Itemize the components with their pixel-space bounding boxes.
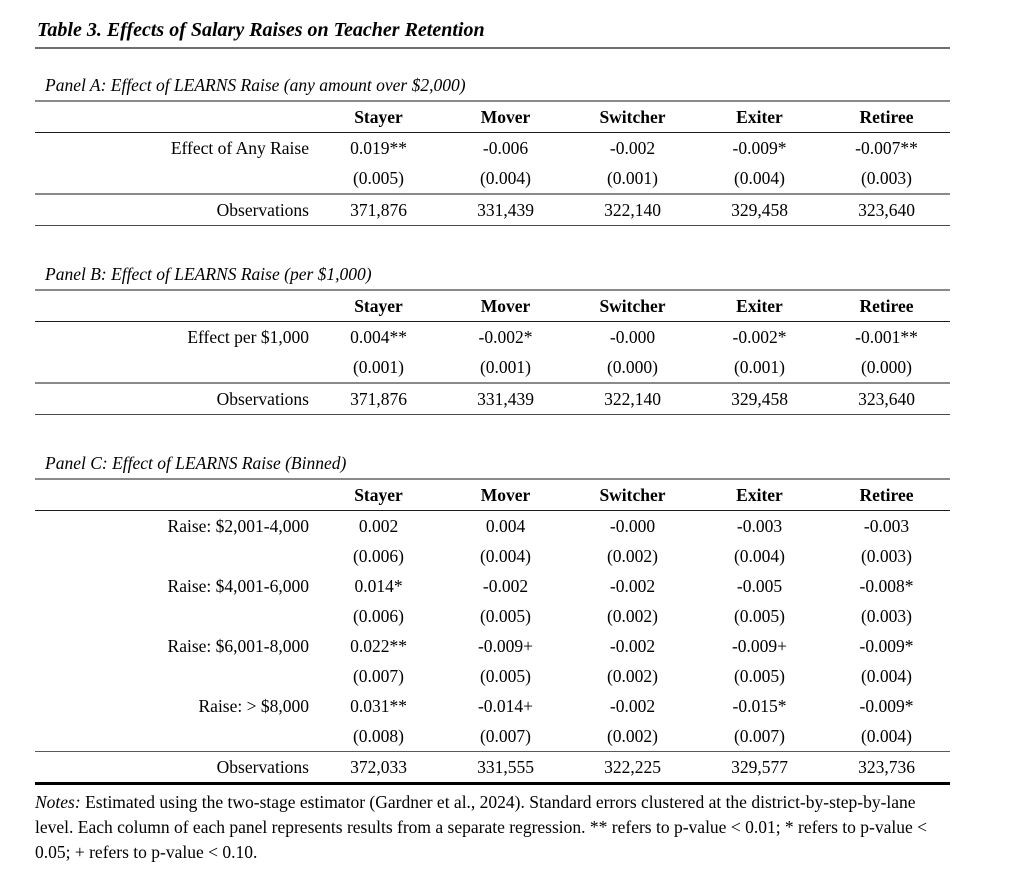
estimate-cell: -0.014+: [477, 695, 534, 716]
estimate-row: [35, 322, 950, 353]
row-label: Effect per $1,000: [187, 326, 309, 347]
se-cell: (0.004): [479, 167, 532, 188]
row-label: [35, 661, 315, 691]
row-label-header: [35, 102, 315, 133]
observations-row: [35, 194, 950, 226]
panel-b-heading: Panel B: Effect of LEARNS Raise (per $1,000): [35, 264, 950, 291]
observations-value: 322,225: [569, 752, 696, 784]
se-cell: (0.004): [860, 665, 913, 686]
estimate-row: [35, 571, 950, 601]
estimate-row: [35, 511, 950, 542]
standard-error-row: [35, 163, 950, 194]
estimate-cell: -0.002: [609, 575, 656, 596]
standard-error-row: [35, 352, 950, 383]
column-header-exiter: Exiter: [696, 102, 823, 133]
standard-error-row: [35, 601, 950, 631]
estimate-cell: -0.002*: [478, 326, 533, 347]
estimate-cell: -0.009*: [732, 137, 787, 158]
observations-label: Observations: [35, 752, 315, 784]
row-label: [35, 163, 315, 194]
se-cell: (0.001): [352, 356, 405, 377]
row-label: Raise: $2,001-4,000: [167, 515, 309, 536]
observations-row: [35, 383, 950, 415]
panel-b-header-row: [35, 291, 950, 322]
panel-b-table: [35, 291, 950, 415]
se-cell: (0.002): [606, 665, 659, 686]
panel-c: [35, 453, 950, 785]
column-header-switcher: Switcher: [569, 102, 696, 133]
panel-c-header-row: [35, 480, 950, 511]
se-cell: (0.002): [606, 605, 659, 626]
observations-label: Observations: [35, 194, 315, 226]
se-cell: (0.003): [860, 545, 913, 566]
se-cell: (0.003): [860, 167, 913, 188]
estimate-cell: -0.000: [609, 326, 656, 347]
se-cell: (0.002): [606, 545, 659, 566]
estimate-row: [35, 133, 950, 164]
estimate-cell: 0.022**: [350, 635, 407, 656]
se-cell: (0.003): [860, 605, 913, 626]
observations-value: 322,140: [569, 383, 696, 415]
se-cell: (0.002): [606, 725, 659, 746]
panel-b: [35, 264, 950, 415]
standard-error-row: [35, 721, 950, 752]
estimate-cell: -0.009*: [859, 695, 914, 716]
estimate-cell: -0.015*: [732, 695, 787, 716]
se-cell: (0.001): [606, 167, 659, 188]
se-cell: (0.008): [352, 725, 405, 746]
estimate-cell: -0.009+: [477, 635, 534, 656]
table-notes: [35, 790, 950, 865]
estimate-cell: -0.006: [482, 137, 529, 158]
se-cell: (0.000): [606, 356, 659, 377]
column-header-retiree: Retiree: [823, 102, 950, 133]
column-header-exiter: Exiter: [696, 480, 823, 511]
observations-value: 331,555: [442, 752, 569, 784]
row-label-header: [35, 291, 315, 322]
column-header-switcher: Switcher: [569, 291, 696, 322]
row-label: [35, 601, 315, 631]
estimate-row: [35, 691, 950, 721]
column-header-mover: Mover: [442, 102, 569, 133]
se-cell: (0.004): [733, 167, 786, 188]
estimate-row: [35, 631, 950, 661]
panel-a-heading: Panel A: Effect of LEARNS Raise (any amount over $2,000): [35, 75, 950, 102]
observations-value: 329,577: [696, 752, 823, 784]
standard-error-row: [35, 661, 950, 691]
estimate-cell: -0.002: [482, 575, 529, 596]
panel-c-heading: Panel C: Effect of LEARNS Raise (Binned): [35, 453, 950, 480]
estimate-cell: -0.002: [609, 695, 656, 716]
se-cell: (0.001): [733, 356, 786, 377]
observations-label: Observations: [35, 383, 315, 415]
column-header-stayer: Stayer: [315, 291, 442, 322]
estimate-cell: -0.008*: [859, 575, 914, 596]
se-cell: (0.006): [352, 545, 405, 566]
estimate-cell: -0.003: [863, 515, 910, 536]
column-header-exiter: Exiter: [696, 291, 823, 322]
observations-value: 329,458: [696, 194, 823, 226]
se-cell: (0.005): [733, 605, 786, 626]
observations-value: 331,439: [442, 194, 569, 226]
se-cell: (0.004): [733, 545, 786, 566]
se-cell: (0.005): [479, 605, 532, 626]
observations-value: 371,876: [315, 383, 442, 415]
panel-a-header-row: [35, 102, 950, 133]
column-header-retiree: Retiree: [823, 480, 950, 511]
column-header-mover: Mover: [442, 480, 569, 511]
observations-value: 372,033: [315, 752, 442, 784]
row-label: [35, 352, 315, 383]
panel-a: [35, 75, 950, 226]
estimate-cell: -0.003: [736, 515, 783, 536]
se-cell: (0.001): [479, 356, 532, 377]
estimate-cell: -0.002: [609, 635, 656, 656]
notes-text: Estimated using the two-stage estimator (Gardner et al., 2024). Standard errors clustered at the district-by-step-by-lane level. Each column of each panel represents results from a separate regression. ** refers to p-value < 0.01; * refers to p-value < 0.05; + refers to p-value < 0.10.: [35, 792, 927, 862]
column-header-retiree: Retiree: [823, 291, 950, 322]
estimate-cell: 0.014*: [354, 575, 403, 596]
observations-row: [35, 752, 950, 784]
estimate-cell: 0.002: [358, 515, 399, 536]
se-cell: (0.007): [733, 725, 786, 746]
estimate-cell: -0.002*: [732, 326, 787, 347]
se-cell: (0.004): [860, 725, 913, 746]
row-label: [35, 721, 315, 752]
observations-value: 371,876: [315, 194, 442, 226]
se-cell: (0.005): [479, 665, 532, 686]
se-cell: (0.000): [860, 356, 913, 377]
panel-a-table: [35, 102, 950, 226]
table-content: [35, 16, 950, 865]
column-header-stayer: Stayer: [315, 480, 442, 511]
estimate-cell: 0.031**: [350, 695, 407, 716]
estimate-cell: 0.004: [485, 515, 526, 536]
standard-error-row: [35, 541, 950, 571]
observations-value: 323,736: [823, 752, 950, 784]
estimate-cell: 0.004**: [350, 326, 407, 347]
column-header-mover: Mover: [442, 291, 569, 322]
estimate-cell: -0.009*: [859, 635, 914, 656]
observations-value: 323,640: [823, 194, 950, 226]
row-label: Effect of Any Raise: [170, 137, 309, 158]
estimate-cell: -0.002: [609, 137, 656, 158]
se-cell: (0.004): [479, 545, 532, 566]
observations-value: 329,458: [696, 383, 823, 415]
se-cell: (0.007): [352, 665, 405, 686]
panel-c-table: [35, 480, 950, 785]
observations-value: 323,640: [823, 383, 950, 415]
row-label-header: [35, 480, 315, 511]
column-header-stayer: Stayer: [315, 102, 442, 133]
row-label: Raise: > $8,000: [198, 695, 309, 716]
row-label: Raise: $4,001-6,000: [167, 575, 309, 596]
se-cell: (0.007): [479, 725, 532, 746]
se-cell: (0.005): [352, 167, 405, 188]
estimate-cell: -0.007**: [855, 137, 918, 158]
se-cell: (0.006): [352, 605, 405, 626]
estimate-cell: -0.001**: [855, 326, 918, 347]
table-title: Table 3. Effects of Salary Raises on Teacher Retention: [35, 16, 950, 49]
estimate-cell: -0.009+: [731, 635, 788, 656]
estimate-cell: -0.005: [736, 575, 783, 596]
row-label: Raise: $6,001-8,000: [167, 635, 309, 656]
row-label: [35, 541, 315, 571]
observations-value: 322,140: [569, 194, 696, 226]
se-cell: (0.005): [733, 665, 786, 686]
estimate-cell: 0.019**: [350, 137, 407, 158]
notes-label: Notes:: [35, 792, 81, 812]
observations-value: 331,439: [442, 383, 569, 415]
column-header-switcher: Switcher: [569, 480, 696, 511]
estimate-cell: -0.000: [609, 515, 656, 536]
